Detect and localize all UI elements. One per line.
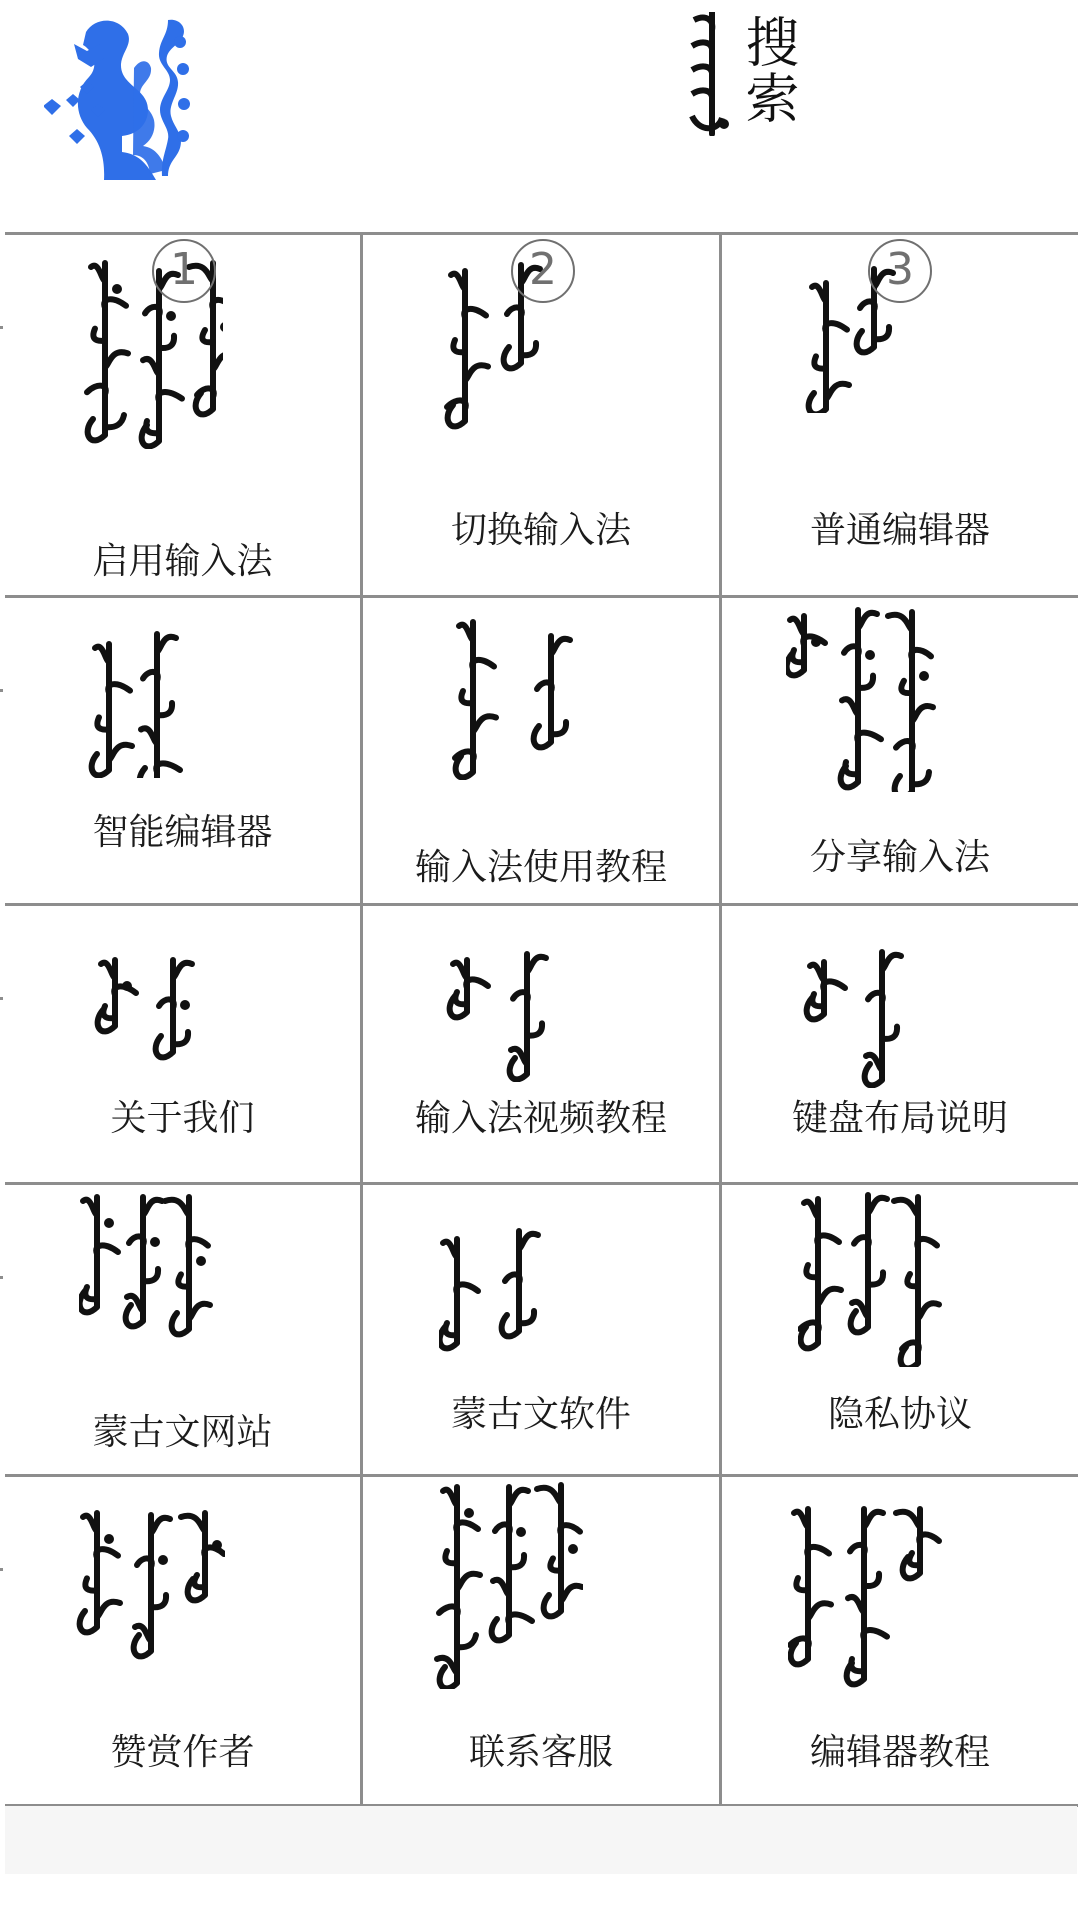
mongolian-search-text-icon xyxy=(684,12,734,136)
menu-item-label: 编辑器教程 xyxy=(809,1732,990,1773)
row-edge-tick xyxy=(0,326,3,329)
menu-item-label: 智能编辑器 xyxy=(92,812,273,853)
menu-item-label: 切换输入法 xyxy=(450,510,631,551)
menu-item-9[interactable] xyxy=(722,906,1078,1185)
footer-empty-band xyxy=(5,1806,1077,1874)
step-badge: 2 xyxy=(511,239,575,303)
app-logo xyxy=(44,10,224,192)
menu-item-7[interactable] xyxy=(5,906,363,1185)
menu-item-label: 分享输入法 xyxy=(809,837,990,878)
menu-item-11[interactable] xyxy=(363,1185,722,1477)
row-edge-tick xyxy=(0,1568,3,1571)
ime-tutorial-mongolian-icon xyxy=(451,610,611,780)
menu-item-14[interactable] xyxy=(363,1477,722,1807)
step-badge: 1 xyxy=(152,239,216,303)
menu-item-1[interactable] xyxy=(5,235,363,598)
menu-item-12[interactable] xyxy=(722,1185,1078,1477)
editor-tutorial-mongolian-icon xyxy=(788,1501,948,1691)
menu-item-2[interactable] xyxy=(363,235,722,598)
menu-item-label: 联系客服 xyxy=(468,1732,613,1773)
menu-item-label: 赞赏作者 xyxy=(110,1732,255,1773)
menu-item-10[interactable] xyxy=(5,1185,363,1477)
menu-item-5[interactable] xyxy=(363,598,722,906)
menu-item-label: 蒙古文网站 xyxy=(92,1412,273,1453)
step-badge: 3 xyxy=(868,239,932,303)
menu-item-13[interactable] xyxy=(5,1477,363,1807)
row-edge-tick xyxy=(0,997,3,1000)
tip-author-mongolian-icon xyxy=(75,1505,225,1665)
contact-support-mongolian-icon xyxy=(433,1477,583,1689)
menu-item-label: 普通编辑器 xyxy=(809,510,990,551)
main-menu-grid xyxy=(5,232,1078,1804)
menu-item-label: 启用输入法 xyxy=(92,541,273,582)
mongolian-websites-mongolian-icon xyxy=(79,1189,229,1349)
menu-item-label: 键盘布局说明 xyxy=(791,1098,1008,1139)
smart-editor-mongolian-icon xyxy=(87,622,207,778)
row-edge-tick xyxy=(0,1276,3,1279)
search-label: 搜索 xyxy=(737,14,800,126)
menu-item-label: 隐私协议 xyxy=(827,1394,972,1435)
mongolian-software-mongolian-icon xyxy=(439,1223,569,1355)
ime-video-tutorial-mongolian-icon xyxy=(445,942,555,1082)
menu-item-label: 输入法使用教程 xyxy=(414,847,667,888)
privacy-policy-mongolian-icon xyxy=(798,1187,948,1367)
menu-item-6[interactable] xyxy=(722,598,1078,906)
menu-item-label: 输入法视频教程 xyxy=(414,1098,667,1139)
row-edge-tick xyxy=(0,689,3,692)
menu-item-15[interactable] xyxy=(722,1477,1078,1807)
menu-item-label: 关于我们 xyxy=(110,1098,255,1139)
share-ime-mongolian-icon xyxy=(786,604,946,792)
menu-item-3[interactable] xyxy=(722,235,1078,598)
keyboard-layout-mongolian-icon xyxy=(802,942,912,1088)
header-bar xyxy=(0,0,1080,232)
menu-item-label: 蒙古文软件 xyxy=(450,1394,631,1435)
search-button[interactable] xyxy=(676,12,808,142)
mongolian-app-logo-icon xyxy=(44,10,224,192)
about-us-mongolian-icon xyxy=(93,942,203,1066)
menu-item-8[interactable] xyxy=(363,906,722,1185)
menu-item-4[interactable] xyxy=(5,598,363,906)
